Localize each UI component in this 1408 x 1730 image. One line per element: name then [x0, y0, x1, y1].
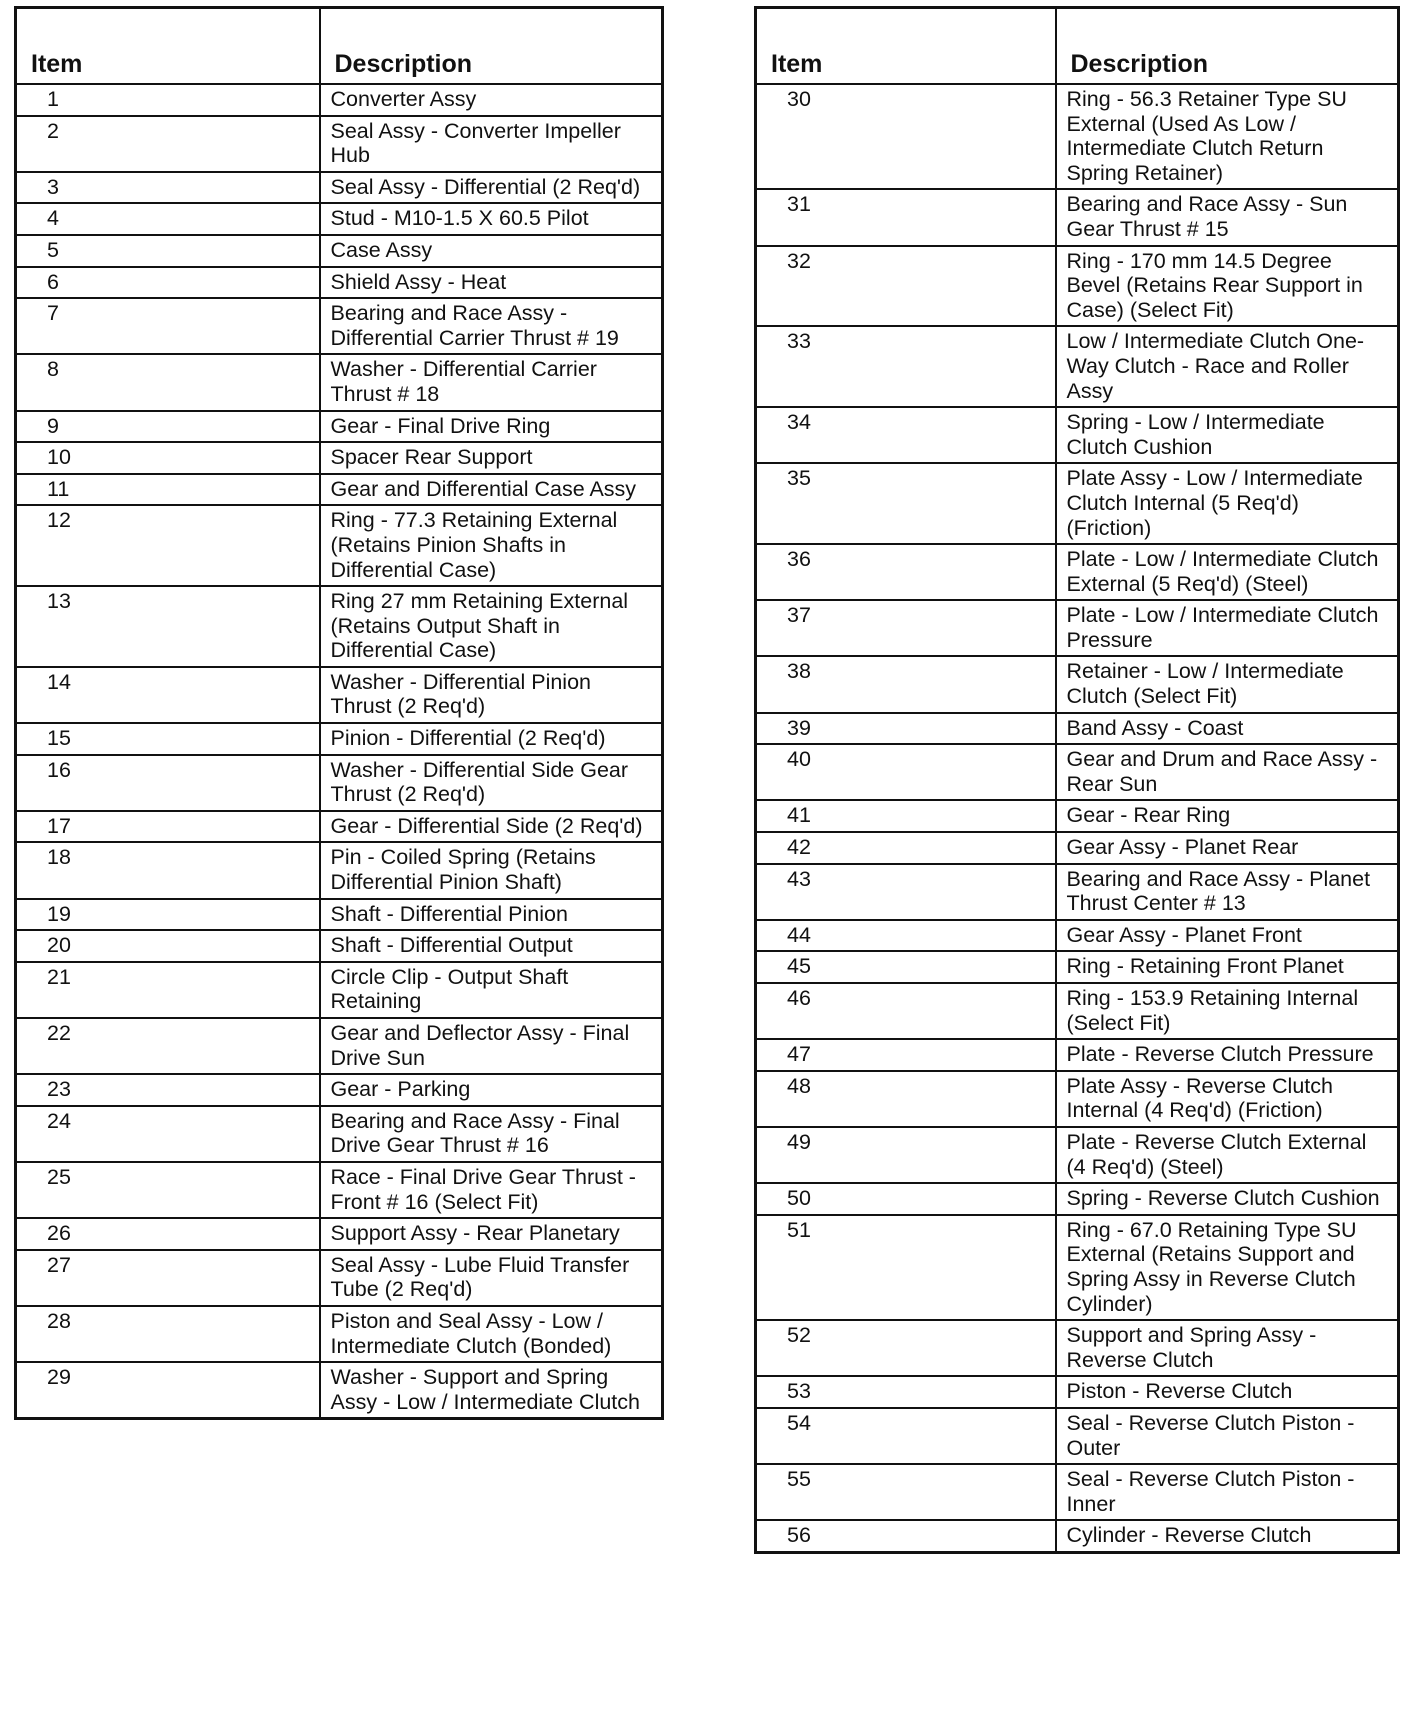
item-number-cell: 21: [16, 962, 320, 1018]
item-number-cell: 5: [16, 235, 320, 267]
description-cell: Gear - Differential Side (2 Req'd): [320, 811, 663, 843]
description-cell: Ring - Retaining Front Planet: [1056, 951, 1399, 983]
table-row: [16, 442, 663, 474]
table-header-row: [16, 8, 663, 85]
table-row: [756, 84, 1399, 189]
description-cell: Gear - Final Drive Ring: [320, 411, 663, 443]
table-row: [756, 713, 1399, 745]
table-row: [16, 811, 663, 843]
table-row: [16, 267, 663, 299]
table-row: [16, 505, 663, 586]
description-cell: Spring - Low / Intermediate Clutch Cushion: [1056, 407, 1399, 463]
description-cell: Seal Assy - Converter Impeller Hub: [320, 116, 663, 172]
table-row: [16, 1218, 663, 1250]
description-cell: Race - Final Drive Gear Thrust - Front # 16 (Select Fit): [320, 1162, 663, 1218]
table-row: [16, 586, 663, 667]
table-row: [756, 1376, 1399, 1408]
item-number-cell: 13: [16, 586, 320, 667]
item-number-cell: 4: [16, 203, 320, 235]
item-number-cell: 2: [16, 116, 320, 172]
description-cell: Bearing and Race Assy - Planet Thrust Center # 13: [1056, 864, 1399, 920]
table-row: [16, 84, 663, 116]
description-cell: Piston and Seal Assy - Low / Intermediate Clutch (Bonded): [320, 1306, 663, 1362]
table-row: [16, 1018, 663, 1074]
item-number-cell: 1: [16, 84, 320, 116]
description-cell: Gear and Deflector Assy - Final Drive Sun: [320, 1018, 663, 1074]
item-number-cell: 8: [16, 354, 320, 410]
item-number-cell: 24: [16, 1106, 320, 1162]
item-number-cell: 38: [756, 656, 1056, 712]
item-number-cell: 55: [756, 1464, 1056, 1520]
description-cell: Bearing and Race Assy - Differential Carrier Thrust # 19: [320, 298, 663, 354]
table-row: [756, 1408, 1399, 1464]
table-row: [756, 1127, 1399, 1183]
description-cell: Plate - Low / Intermediate Clutch External (5 Req'd) (Steel): [1056, 544, 1399, 600]
description-cell: Seal - Reverse Clutch Piston - Inner: [1056, 1464, 1399, 1520]
item-number-cell: 32: [756, 246, 1056, 327]
parts-table-left: [14, 6, 664, 1420]
description-cell: Pin - Coiled Spring (Retains Differential Pinion Shaft): [320, 842, 663, 898]
item-number-cell: 51: [756, 1215, 1056, 1320]
description-cell: Bearing and Race Assy - Final Drive Gear Thrust # 16: [320, 1106, 663, 1162]
item-number-cell: 39: [756, 713, 1056, 745]
table-row: [756, 983, 1399, 1039]
description-cell: Ring - 153.9 Retaining Internal (Select Fit): [1056, 983, 1399, 1039]
table-row: [16, 962, 663, 1018]
item-number-cell: 54: [756, 1408, 1056, 1464]
description-cell: Plate - Reverse Clutch Pressure: [1056, 1039, 1399, 1071]
item-number-cell: 31: [756, 189, 1056, 245]
item-number-cell: 43: [756, 864, 1056, 920]
parts-table-right: [754, 6, 1400, 1554]
description-cell: Piston - Reverse Clutch: [1056, 1376, 1399, 1408]
description-cell: Ring 27 mm Retaining External (Retains Output Shaft in Differential Case): [320, 586, 663, 667]
table-row: [756, 463, 1399, 544]
item-number-cell: 36: [756, 544, 1056, 600]
item-number-cell: 53: [756, 1376, 1056, 1408]
item-number-cell: 46: [756, 983, 1056, 1039]
item-number-cell: 37: [756, 600, 1056, 656]
table-row: [16, 474, 663, 506]
table-row: [16, 172, 663, 204]
description-cell: Seal Assy - Lube Fluid Transfer Tube (2 Req'd): [320, 1250, 663, 1306]
description-column-header: Description: [320, 8, 663, 85]
table-row: [756, 1039, 1399, 1071]
table-row: [756, 326, 1399, 407]
table-row: [16, 298, 663, 354]
table-row: [756, 832, 1399, 864]
description-cell: Gear and Drum and Race Assy - Rear Sun: [1056, 744, 1399, 800]
item-number-cell: 33: [756, 326, 1056, 407]
table-row: [756, 1320, 1399, 1376]
table-row: [16, 755, 663, 811]
description-cell: Case Assy: [320, 235, 663, 267]
table-row: [756, 744, 1399, 800]
item-number-cell: 17: [16, 811, 320, 843]
item-number-cell: 11: [16, 474, 320, 506]
table-row: [16, 667, 663, 723]
description-cell: Stud - M10-1.5 X 60.5 Pilot: [320, 203, 663, 235]
description-cell: Ring - 170 mm 14.5 Degree Bevel (Retains Rear Support in Case) (Select Fit): [1056, 246, 1399, 327]
table-row: [16, 723, 663, 755]
description-column-header: Description: [1056, 8, 1399, 85]
item-number-cell: 12: [16, 505, 320, 586]
description-cell: Ring - 56.3 Retainer Type SU External (Used As Low / Intermediate Clutch Return Spring Retainer): [1056, 84, 1399, 189]
item-number-cell: 40: [756, 744, 1056, 800]
table-row: [756, 1464, 1399, 1520]
table-row: [16, 203, 663, 235]
table-body: [756, 84, 1399, 1552]
item-number-cell: 49: [756, 1127, 1056, 1183]
item-number-cell: 9: [16, 411, 320, 443]
table-row: [16, 930, 663, 962]
item-number-cell: 22: [16, 1018, 320, 1074]
description-cell: Gear and Differential Case Assy: [320, 474, 663, 506]
item-number-cell: 29: [16, 1362, 320, 1419]
description-cell: Gear - Rear Ring: [1056, 800, 1399, 832]
table-row: [16, 899, 663, 931]
item-number-cell: 6: [16, 267, 320, 299]
item-number-cell: 16: [16, 755, 320, 811]
description-cell: Retainer - Low / Intermediate Clutch (Select Fit): [1056, 656, 1399, 712]
description-cell: Low / Intermediate Clutch One-Way Clutch - Race and Roller Assy: [1056, 326, 1399, 407]
description-cell: Spring - Reverse Clutch Cushion: [1056, 1183, 1399, 1215]
table-header-row: [756, 8, 1399, 85]
description-cell: Converter Assy: [320, 84, 663, 116]
table-row: [16, 1074, 663, 1106]
item-column-header: Item: [756, 8, 1056, 85]
description-cell: Ring - 77.3 Retaining External (Retains Pinion Shafts in Differential Case): [320, 505, 663, 586]
item-number-cell: 30: [756, 84, 1056, 189]
item-number-cell: 7: [16, 298, 320, 354]
description-cell: Ring - 67.0 Retaining Type SU External (Retains Support and Spring Assy in Reverse Clutch Cylinder): [1056, 1215, 1399, 1320]
item-number-cell: 26: [16, 1218, 320, 1250]
description-cell: Gear Assy - Planet Front: [1056, 920, 1399, 952]
table-row: [16, 1306, 663, 1362]
table-row: [756, 1520, 1399, 1552]
description-cell: Pinion - Differential (2 Req'd): [320, 723, 663, 755]
table-row: [16, 1162, 663, 1218]
description-cell: Shield Assy - Heat: [320, 267, 663, 299]
item-number-cell: 14: [16, 667, 320, 723]
table-row: [16, 411, 663, 443]
item-number-cell: 25: [16, 1162, 320, 1218]
item-number-cell: 34: [756, 407, 1056, 463]
description-cell: Seal - Reverse Clutch Piston - Outer: [1056, 1408, 1399, 1464]
table-row: [756, 656, 1399, 712]
table-row: [756, 951, 1399, 983]
description-cell: Cylinder - Reverse Clutch: [1056, 1520, 1399, 1552]
table-row: [16, 1362, 663, 1419]
item-number-cell: 45: [756, 951, 1056, 983]
item-number-cell: 3: [16, 172, 320, 204]
item-column-header: Item: [16, 8, 320, 85]
item-number-cell: 19: [16, 899, 320, 931]
table-row: [16, 354, 663, 410]
table-row: [16, 1250, 663, 1306]
description-cell: Shaft - Differential Pinion: [320, 899, 663, 931]
description-cell: Gear - Parking: [320, 1074, 663, 1106]
item-number-cell: 18: [16, 842, 320, 898]
table-body: [16, 84, 663, 1419]
table-row: [756, 544, 1399, 600]
description-cell: Gear Assy - Planet Rear: [1056, 832, 1399, 864]
table-row: [16, 116, 663, 172]
item-number-cell: 20: [16, 930, 320, 962]
table-row: [756, 1183, 1399, 1215]
description-cell: Shaft - Differential Output: [320, 930, 663, 962]
table-row: [16, 842, 663, 898]
description-cell: Support Assy - Rear Planetary: [320, 1218, 663, 1250]
table-row: [756, 864, 1399, 920]
item-number-cell: 48: [756, 1071, 1056, 1127]
description-cell: Washer - Differential Carrier Thrust # 18: [320, 354, 663, 410]
description-cell: Band Assy - Coast: [1056, 713, 1399, 745]
table-row: [756, 1215, 1399, 1320]
item-number-cell: 50: [756, 1183, 1056, 1215]
description-cell: Washer - Support and Spring Assy - Low / Intermediate Clutch: [320, 1362, 663, 1419]
table-row: [756, 1071, 1399, 1127]
description-cell: Circle Clip - Output Shaft Retaining: [320, 962, 663, 1018]
description-cell: Plate Assy - Low / Intermediate Clutch Internal (5 Req'd) (Friction): [1056, 463, 1399, 544]
table-row: [756, 407, 1399, 463]
table-row: [756, 246, 1399, 327]
table-row: [756, 189, 1399, 245]
item-number-cell: 47: [756, 1039, 1056, 1071]
description-cell: Plate Assy - Reverse Clutch Internal (4 Req'd) (Friction): [1056, 1071, 1399, 1127]
item-number-cell: 44: [756, 920, 1056, 952]
item-number-cell: 56: [756, 1520, 1056, 1552]
description-cell: Washer - Differential Pinion Thrust (2 Req'd): [320, 667, 663, 723]
description-cell: Plate - Low / Intermediate Clutch Pressure: [1056, 600, 1399, 656]
item-number-cell: 41: [756, 800, 1056, 832]
description-cell: Support and Spring Assy - Reverse Clutch: [1056, 1320, 1399, 1376]
item-number-cell: 15: [16, 723, 320, 755]
item-number-cell: 52: [756, 1320, 1056, 1376]
table-row: [756, 600, 1399, 656]
table-row: [16, 235, 663, 267]
description-cell: Plate - Reverse Clutch External (4 Req'd) (Steel): [1056, 1127, 1399, 1183]
item-number-cell: 27: [16, 1250, 320, 1306]
table-row: [756, 800, 1399, 832]
item-number-cell: 23: [16, 1074, 320, 1106]
table-row: [16, 1106, 663, 1162]
table-row: [756, 920, 1399, 952]
item-number-cell: 10: [16, 442, 320, 474]
description-cell: Washer - Differential Side Gear Thrust (2 Req'd): [320, 755, 663, 811]
item-number-cell: 28: [16, 1306, 320, 1362]
item-number-cell: 42: [756, 832, 1056, 864]
item-number-cell: 35: [756, 463, 1056, 544]
description-cell: Bearing and Race Assy - Sun Gear Thrust # 15: [1056, 189, 1399, 245]
description-cell: Seal Assy - Differential (2 Req'd): [320, 172, 663, 204]
description-cell: Spacer Rear Support: [320, 442, 663, 474]
